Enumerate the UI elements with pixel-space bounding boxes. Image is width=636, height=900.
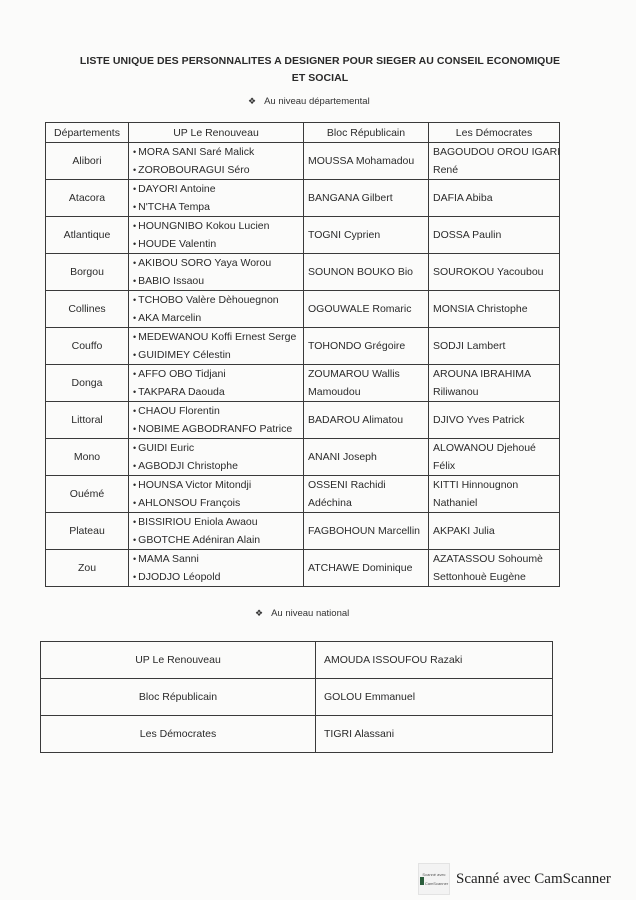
les-democrates-cell-entry: AZATASSOU Sohoumè [433,553,543,565]
table-row [46,550,560,587]
national-name: AMOUDA ISSOUFOU Razaki [316,642,553,679]
up-renouveau-cell [129,476,304,513]
department-name: Zou [46,550,129,587]
department-name: Atacora [46,180,129,217]
les-democrates-cell-entry: Riliwanou [433,386,479,398]
les-democrates-cell [429,143,560,180]
bloc-republicain-cell-entry: ANANI Joseph [308,451,377,463]
header-up-le-renouveau: UP Le Renouveau [129,123,304,143]
les-democrates-cell-entry: Nathaniel [433,497,478,509]
title-line-1: LISTE UNIQUE DES PERSONNALITES A DESIGNER POUR SIEGER AU CONSEIL ECONOMIQUE [79,55,561,67]
les-democrates-cell-entry: DJIVO Yves Patrick [433,414,525,426]
bloc-republicain-cell [304,291,429,328]
up-renouveau-cell-entry: • MAMA Sanni [133,550,299,568]
table-row [41,679,553,716]
up-renouveau-cell-entry: • MORA SANI Saré Malick [133,143,299,161]
table-row [46,402,560,439]
bloc-republicain-cell-entry: Adéchina [308,497,352,509]
document-title [60,53,580,87]
table-row [46,217,560,254]
section-departmental-label: Au niveau départemental [264,96,370,107]
up-renouveau-cell-entry: • BABIO Issaou [133,272,299,290]
bloc-republicain-cell-entry: OGOUWALE Romaric [308,303,412,315]
department-name: Couffo [46,328,129,365]
les-democrates-cell [429,180,560,217]
les-democrates-cell [429,402,560,439]
bloc-republicain-cell-entry: Mamoudou [308,386,361,398]
up-renouveau-cell-entry: • TAKPARA Daouda [133,383,299,401]
up-renouveau-cell-entry: • HOUNGNIBO Kokou Lucien [133,217,299,235]
up-renouveau-cell [129,439,304,476]
up-renouveau-cell [129,550,304,587]
departmental-table [45,122,560,587]
up-renouveau-cell [129,513,304,550]
department-name: Mono [46,439,129,476]
bloc-republicain-cell-entry: ATCHAWE Dominique [308,562,413,574]
les-democrates-cell-entry: DOSSA Paulin [433,229,502,241]
up-renouveau-cell-entry: • ZOROBOURAGUI Séro [133,161,299,179]
bloc-republicain-cell-entry: SOUNON BOUKO Bio [308,266,414,278]
bloc-republicain-cell [304,254,429,291]
diamond-bullet-icon: ❖ [255,608,264,618]
department-name: Borgou [46,254,129,291]
table-row [41,642,553,679]
les-democrates-cell-entry: SOUROKOU Yacoubou [433,266,544,278]
up-renouveau-cell-entry: • DAYORI Antoine [133,180,299,198]
les-democrates-cell-entry: Félix [433,460,456,472]
up-renouveau-cell [129,180,304,217]
bloc-republicain-cell-entry: OSSENI Rachidi [308,479,386,491]
table-row [46,439,560,476]
les-democrates-cell [429,439,560,476]
up-renouveau-cell-entry: • N'TCHA Tempa [133,198,299,216]
up-renouveau-cell [129,254,304,291]
table-row [46,365,560,402]
bloc-republicain-cell-entry: BANGANA Gilbert [308,192,393,204]
table-row [46,328,560,365]
les-democrates-cell-entry: AKPAKI Julia [433,525,495,537]
up-renouveau-cell-entry: • DJODJO Léopold [133,568,299,586]
les-democrates-cell-entry: BAGOUDOU OROU IGARI [433,146,561,158]
bloc-republicain-cell-entry: TOHONDO Grégoire [308,340,406,352]
camscanner-watermark [418,863,611,895]
les-democrates-cell-entry: KITTI Hinnougnon [433,479,519,491]
les-democrates-cell [429,513,560,550]
department-name: Littoral [46,402,129,439]
bloc-republicain-cell [304,365,429,402]
up-renouveau-cell-entry: • NOBIME AGBODRANFO Patrice [133,420,299,438]
table-row [46,254,560,291]
bloc-republicain-cell-entry: MOUSSA Mohamadou [308,155,415,167]
department-name: Plateau [46,513,129,550]
department-name: Atlantique [46,217,129,254]
bloc-republicain-cell [304,513,429,550]
bloc-republicain-cell-entry: BADAROU Alimatou [308,414,404,426]
department-name: Collines [46,291,129,328]
table-row [46,513,560,550]
up-renouveau-cell-entry: • TCHOBO Valère Dèhouegnon [133,291,299,309]
table-header-row [46,123,560,143]
up-renouveau-cell-entry: • AHLONSOU François [133,494,299,512]
section-departmental-heading [248,96,370,107]
national-table [40,641,553,753]
les-democrates-cell-entry: MONSIA Christophe [433,303,528,315]
les-democrates-cell-entry: SODJI Lambert [433,340,506,352]
up-renouveau-cell-entry: • AKA Marcelin [133,309,299,327]
national-name: GOLOU Emmanuel [316,679,553,716]
national-party: Bloc Républicain [41,679,316,716]
up-renouveau-cell-entry: • HOUNSA Victor Mitondji [133,476,299,494]
bloc-republicain-cell [304,476,429,513]
up-renouveau-cell [129,402,304,439]
bloc-republicain-cell [304,328,429,365]
header-les-democrates: Les Démocrates [429,123,560,143]
national-party: Les Démocrates [41,716,316,753]
up-renouveau-cell [129,143,304,180]
diamond-bullet-icon: ❖ [248,96,257,106]
up-renouveau-cell-entry: • HOUDE Valentin [133,235,299,253]
table-row [46,476,560,513]
bloc-republicain-cell [304,143,429,180]
bloc-republicain-cell-entry: TOGNI Cyprien [308,229,381,241]
up-renouveau-cell-entry: • AKIBOU SORO Yaya Worou [133,254,299,272]
department-name: Alibori [46,143,129,180]
bloc-republicain-cell [304,217,429,254]
les-democrates-cell [429,365,560,402]
camscanner-logo-icon: Scanné avec CamScanner [418,863,450,895]
bloc-republicain-cell-entry: FAGBOHOUN Marcellin [308,525,421,537]
header-departements: Départements [46,123,129,143]
les-democrates-cell-entry: Settonhouè Eugène [433,571,526,583]
national-party: UP Le Renouveau [41,642,316,679]
bloc-republicain-cell-entry: ZOUMAROU Wallis [308,368,400,380]
bloc-republicain-cell [304,180,429,217]
up-renouveau-cell-entry: • MEDEWANOU Koffi Ernest Serge [133,328,299,346]
up-renouveau-cell [129,291,304,328]
les-democrates-cell-entry: DAFIA Abiba [433,192,493,204]
bloc-republicain-cell [304,550,429,587]
national-name: TIGRI Alassani [316,716,553,753]
les-democrates-cell-entry: René [433,164,459,176]
les-democrates-cell [429,550,560,587]
table-row [41,716,553,753]
section-national-label: Au niveau national [271,608,350,619]
watermark-text: Scanné avec CamScanner [456,870,611,887]
header-bloc-republicain: Bloc Républicain [304,123,429,143]
les-democrates-cell [429,476,560,513]
table-row [46,143,560,180]
section-national-heading [255,608,349,619]
table-row [46,291,560,328]
table-row [46,180,560,217]
bloc-republicain-cell [304,439,429,476]
up-renouveau-cell-entry: • CHAOU Florentin [133,402,299,420]
les-democrates-cell-entry: ALOWANOU Djehoué [433,442,536,454]
department-name: Donga [46,365,129,402]
les-democrates-cell [429,254,560,291]
up-renouveau-cell-entry: • AGBODJI Christophe [133,457,299,475]
up-renouveau-cell-entry: • BISSIRIOU Eniola Awaou [133,513,299,531]
up-renouveau-cell [129,365,304,402]
les-democrates-cell [429,291,560,328]
up-renouveau-cell [129,328,304,365]
up-renouveau-cell-entry: • GUIDI Euric [133,439,299,457]
les-democrates-cell [429,217,560,254]
up-renouveau-cell-entry: • GUIDIMEY Célestin [133,346,299,364]
les-democrates-cell-entry: AROUNA IBRAHIMA [433,368,532,380]
les-democrates-cell [429,328,560,365]
up-renouveau-cell-entry: • GBOTCHE Adéniran Alain [133,531,299,549]
bloc-republicain-cell [304,402,429,439]
title-line-2: ET SOCIAL [291,72,349,84]
up-renouveau-cell-entry: • AFFO OBO Tidjani [133,365,299,383]
up-renouveau-cell [129,217,304,254]
department-name: Ouémé [46,476,129,513]
